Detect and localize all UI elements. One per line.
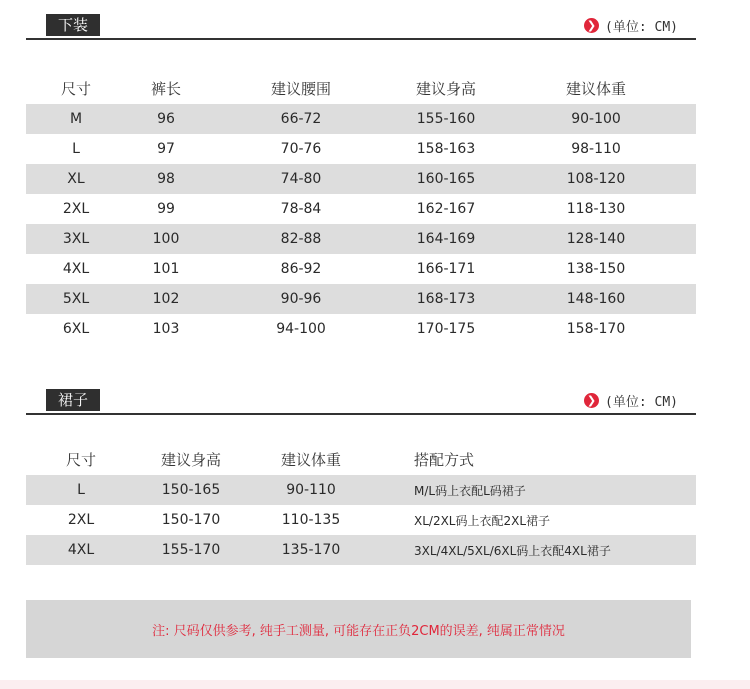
header-cell: 尺寸 xyxy=(65,450,96,469)
header-cell: 建议体重 xyxy=(280,450,341,469)
header-cell: 建议身高 xyxy=(160,450,221,469)
length-cell: 96 xyxy=(157,111,175,127)
size-cell: L xyxy=(77,482,85,498)
skirt-unit-label xyxy=(584,391,678,410)
header-cell: 裤长 xyxy=(150,79,181,98)
size-cell: M xyxy=(69,111,83,127)
waist-cell: 74-80 xyxy=(280,171,322,187)
weight-cell: 128-140 xyxy=(566,231,626,247)
chevron-right-circle-icon: ❯ xyxy=(584,18,599,33)
table-header-row xyxy=(26,443,696,475)
length-cell: 101 xyxy=(152,261,180,277)
table-row xyxy=(26,314,696,344)
pants-section-tag: 下装 xyxy=(46,14,100,36)
header-cell: 尺寸 xyxy=(60,79,91,98)
height-cell: 158-163 xyxy=(416,141,476,157)
weight-cell: 135-170 xyxy=(281,542,341,558)
height-cell: 168-173 xyxy=(416,291,476,307)
table-row xyxy=(26,194,696,224)
height-cell: 164-169 xyxy=(416,231,476,247)
size-cell: 2XL xyxy=(62,201,90,217)
table-row xyxy=(26,104,696,134)
matching-cell: 3XL/4XL/5XL/6XL码上衣配4XL裙子 xyxy=(414,543,611,558)
height-cell: 155-170 xyxy=(161,542,221,558)
waist-cell: 86-92 xyxy=(280,261,322,277)
table-row xyxy=(26,505,696,535)
measurement-note xyxy=(26,600,691,658)
skirt-section-header xyxy=(26,389,696,415)
matching-cell: M/L码上衣配L码裙子 xyxy=(414,483,526,498)
height-cell: 166-171 xyxy=(416,261,476,277)
weight-cell: 118-130 xyxy=(566,201,626,217)
weight-cell: 98-110 xyxy=(571,141,621,157)
table-row xyxy=(26,134,696,164)
weight-cell: 138-150 xyxy=(566,261,626,277)
size-cell: 4XL xyxy=(62,261,90,277)
table-header-row xyxy=(26,72,696,104)
waist-cell: 78-84 xyxy=(280,201,322,217)
weight-cell: 110-135 xyxy=(281,512,341,528)
pants-unit-label xyxy=(584,16,678,35)
bottom-strip xyxy=(0,680,750,689)
pants-unit-text: (单位: CM) xyxy=(605,20,678,35)
table-row xyxy=(26,475,696,505)
height-cell: 170-175 xyxy=(416,321,476,337)
waist-cell: 70-76 xyxy=(280,141,322,157)
table-row xyxy=(26,164,696,194)
waist-cell: 82-88 xyxy=(280,231,322,247)
table-row xyxy=(26,284,696,314)
size-cell: XL xyxy=(67,171,85,187)
size-cell: 5XL xyxy=(62,291,90,307)
size-cell: 2XL xyxy=(67,512,95,528)
chevron-right-circle-icon: ❯ xyxy=(584,393,599,408)
pants-section-header xyxy=(26,14,696,40)
skirt-unit-text: (单位: CM) xyxy=(605,395,678,410)
height-cell: 162-167 xyxy=(416,201,476,217)
pants-size-table xyxy=(26,72,696,344)
weight-cell: 108-120 xyxy=(566,171,626,187)
height-cell: 150-165 xyxy=(161,482,221,498)
matching-cell: XL/2XL码上衣配2XL裙子 xyxy=(414,513,551,528)
weight-cell: 90-110 xyxy=(286,482,336,498)
header-cell: 建议腰围 xyxy=(270,79,331,98)
weight-cell: 148-160 xyxy=(566,291,626,307)
length-cell: 99 xyxy=(157,201,175,217)
header-cell: 搭配方式 xyxy=(414,450,475,469)
size-cell: 4XL xyxy=(67,542,95,558)
table-row xyxy=(26,535,696,565)
size-cell: L xyxy=(72,141,80,157)
table-row xyxy=(26,254,696,284)
waist-cell: 66-72 xyxy=(280,111,322,127)
length-cell: 97 xyxy=(157,141,175,157)
skirt-section-tag: 裙子 xyxy=(46,389,100,411)
header-cell: 建议身高 xyxy=(415,79,476,98)
length-cell: 103 xyxy=(152,321,180,337)
size-cell: 6XL xyxy=(62,321,90,337)
weight-cell: 158-170 xyxy=(566,321,626,337)
header-cell: 建议体重 xyxy=(565,79,626,98)
length-cell: 100 xyxy=(152,231,180,247)
waist-cell: 90-96 xyxy=(280,291,322,307)
length-cell: 102 xyxy=(152,291,180,307)
weight-cell: 90-100 xyxy=(571,111,621,127)
table-row xyxy=(26,224,696,254)
height-cell: 160-165 xyxy=(416,171,476,187)
size-cell: 3XL xyxy=(62,231,90,247)
skirt-size-table xyxy=(26,443,696,565)
height-cell: 155-160 xyxy=(416,111,476,127)
waist-cell: 94-100 xyxy=(276,321,326,337)
height-cell: 150-170 xyxy=(161,512,221,528)
length-cell: 98 xyxy=(157,171,175,187)
note-text: 注: 尺码仅供参考, 纯手工测量, 可能存在正负2CM的误差, 纯属正常情况 xyxy=(152,623,565,639)
